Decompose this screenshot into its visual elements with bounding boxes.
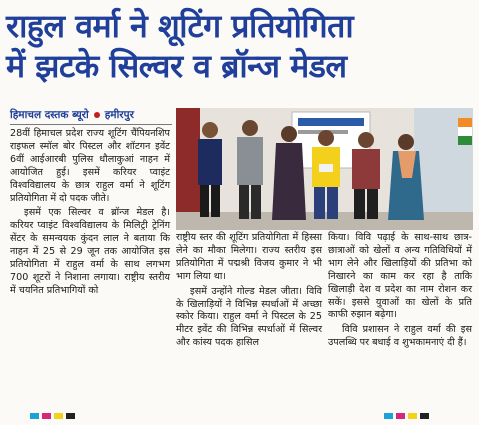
headline-line-1: राहुल वर्मा ने शूटिंग प्रतियोगिता <box>6 7 354 45</box>
byline-dot-icon <box>94 112 100 118</box>
headline-line-2: में झटके सिल्वर व ब्रॉन्ज मेडल <box>6 47 347 85</box>
cyan-mark <box>30 413 39 419</box>
column-2-paragraph-1: राष्ट्रीय स्तर की शूटिंग प्रतियोगिता में हिस्सा लेने का मौका मिलेगा। राज्य स्तरीय इस प्रतियोगिता में पद्मश्री विजय कुमार ने भी भाग लिया था। <box>176 232 322 282</box>
column-2-paragraph-2: इसमें उन्होंने गोल्ड मेडल जीता। विवि के खिलाड़ियों ने विभिन्न स्पर्धाओं में अच्छा स्कोर किया। राहुल वर्मा ने पिस्टल के 25 मीटर इवेंट की विभिन्न स्पर्धाओं में सिल्वर और कांस्य पदक हासिल <box>176 285 322 349</box>
yellow-mark <box>54 413 63 419</box>
magenta-mark <box>42 413 51 419</box>
column-3-paragraph-2: विवि प्रशासन ने राहुल वर्मा की इस उपलब्धि पर बधाई व शुभकामनाएं दी हैं। <box>328 324 472 349</box>
headline <box>6 6 473 86</box>
black-mark <box>420 413 429 419</box>
byline-place: हमीरपुर <box>104 109 134 121</box>
registration-marks-right <box>384 413 429 419</box>
article-column-2 <box>176 232 322 352</box>
group-photo-illustration <box>176 108 473 230</box>
black-mark <box>66 413 75 419</box>
news-photo <box>176 108 473 230</box>
registration-marks-left <box>30 413 75 419</box>
byline-rule <box>10 124 172 125</box>
article-column-3 <box>328 232 472 352</box>
yellow-mark <box>408 413 417 419</box>
byline <box>10 108 134 122</box>
column-1-paragraph-2: इसमें एक सिल्वर व ब्रॉन्ज मेडल है। करियर प्वाइंट विश्वविद्यालय के मिलिट्री ट्रेनिंग सेंटर के समन्वयक कुंदन लाल ने बताया कि नाहन में 25 से 29 जून तक आयोजित इस प्रतियोगिता में राहुल वर्मा के साथ लगभग 700 शूटरों ने निशाना लगाया। राष्ट्रीय स्तरीय में चयनित प्रतिभागियों को <box>10 207 170 296</box>
magenta-mark <box>396 413 405 419</box>
cyan-mark <box>384 413 393 419</box>
byline-source: हिमाचल दस्तक ब्यूरो <box>10 109 89 121</box>
column-3-paragraph-1: किया। विवि पढ़ाई के साथ-साथ छात्र-छात्राओं को खेलों व अन्य गतिविधियों में भाग लेने और खिलाड़ियों की प्रतिभा को निखारने का काम कर रहा है ताकि खिलाड़ी देश व प्रदेश का नाम रोशन कर सकें। इससे युवाओं का खेलों के प्रति काफी रुझान बढ़ेगा। <box>328 232 472 321</box>
article-column-1 <box>10 128 170 300</box>
column-1-paragraph-1: 28वीं हिमाचल प्रदेश राज्य शूटिंग चैंपियनशिप राइफल स्मॉल बोर पिस्टल और शॉटगन इवेंट 6वीं आईआरबी पुलिस धौलाकुआं नाहन में आयोजित हुई। इसमें करियर प्वाइंट विश्वविद्यालय के छात्र राहुल वर्मा ने शूटिंग प्रतियोगिता में दो पदक जीते। <box>10 128 170 204</box>
